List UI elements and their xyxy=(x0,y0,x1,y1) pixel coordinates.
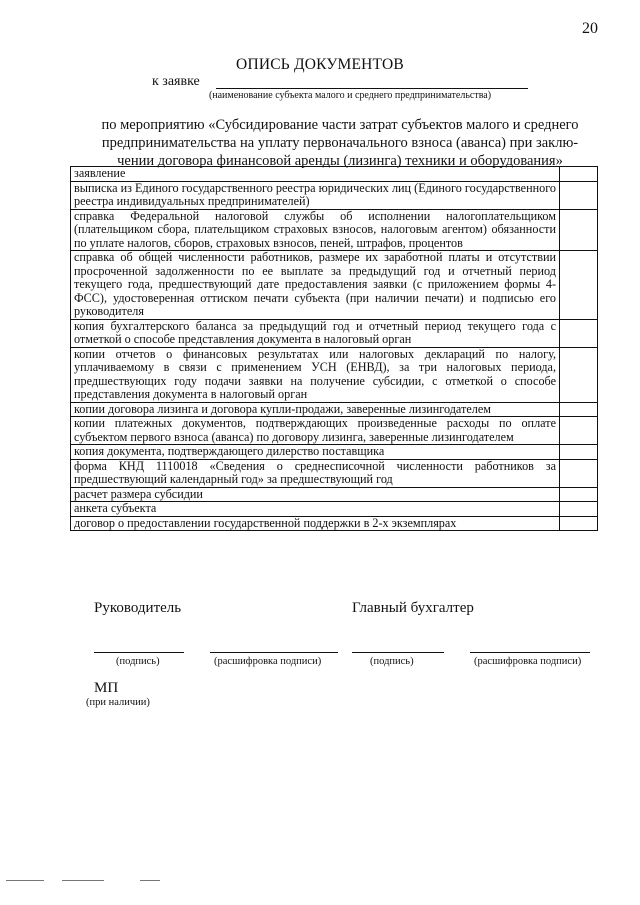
document-mark-cell xyxy=(560,445,598,460)
document-description: копии платежных документов, подтверждающих произведенные расходы по оплате субъектом первого взноса (аванса) по договору лизинга, заверенные лизингодателем xyxy=(71,417,560,445)
table-row xyxy=(71,459,598,487)
document-mark-cell xyxy=(560,347,598,402)
document-description: форма КНД 1110018 «Сведения о среднесписочной численности работников за предшествующий календарный год» за предшествующий год xyxy=(71,459,560,487)
page-number: 20 xyxy=(582,20,598,37)
document-description: копии договора лизинга и договора купли-продажи, заверенные лизингодателем xyxy=(71,402,560,417)
document-description: копия бухгалтерского баланса за предыдущий год и отчетный период текущего года с отметкой о способе представления документа в налоговый орган xyxy=(71,319,560,347)
table-row xyxy=(71,167,598,182)
document-mark-cell xyxy=(560,167,598,182)
stamp-caption: (при наличии) xyxy=(86,697,150,708)
document-mark-cell xyxy=(560,417,598,445)
document-mark-cell xyxy=(560,459,598,487)
document-mark-cell xyxy=(560,209,598,251)
document-description: выписка из Единого государственного реестра юридических лиц (Единого государственного реестра индивидуальных предпринимателей) xyxy=(71,181,560,209)
accountant-signature-line xyxy=(352,652,444,653)
table-row xyxy=(71,347,598,402)
documents-table xyxy=(70,166,598,531)
table-row xyxy=(71,417,598,445)
table-row xyxy=(71,487,598,502)
accountant-decoding-caption: (расшифровка подписи) xyxy=(474,656,582,667)
program-line: чении договора финансовой аренды (лизинга) техники и оборудования» xyxy=(117,153,563,169)
document-description: расчет размера субсидии xyxy=(71,487,560,502)
program-description xyxy=(84,116,596,170)
document-description: справка Федеральной налоговой службы об исполнении налогоплательщиком (плательщиком сбора, плательщиком страховых взносов, налоговым агентом) обязанности по уплате налогов, сборов, страховых взносов, пеней, штрафов, процентов xyxy=(71,209,560,251)
document-title: ОПИСЬ ДОКУМЕНТОВ xyxy=(236,56,404,73)
application-caption: (наименование субъекта малого и среднего предпринимательства) xyxy=(208,90,492,101)
document-mark-cell xyxy=(560,516,598,531)
application-name-field xyxy=(216,88,528,89)
document-description: копия документа, подтверждающего дилерство поставщика xyxy=(71,445,560,460)
table-row xyxy=(71,209,598,251)
application-label: к заявке xyxy=(152,74,200,89)
table-row xyxy=(71,181,598,209)
document-description: справка об общей численности работников, размере их заработной платы и отсутствии просроченной задолженности по ее выплате за предыдущий год и отчетный период текущего года, предшествующий дате предоставления заявки (с приложением формы 4-ФСС), удостоверенная оттиском печати субъекта (при наличии печати) и подписью его руководителя xyxy=(71,251,560,320)
document-description: анкета субъекта xyxy=(71,502,560,517)
program-line: по мероприятию «Субсидирование части затрат субъектов малого и среднего xyxy=(101,117,579,133)
head-decoding-caption: (расшифровка подписи) xyxy=(214,656,322,667)
table-row xyxy=(71,516,598,531)
document-mark-cell xyxy=(560,502,598,517)
document-mark-cell xyxy=(560,402,598,417)
accountant-decoding-line xyxy=(470,652,590,653)
document-mark-cell xyxy=(560,487,598,502)
document-description: договор о предоставлении государственной поддержки в 2-х экземплярах xyxy=(71,516,560,531)
head-signature-caption: (подпись) xyxy=(116,656,160,667)
table-row xyxy=(71,502,598,517)
accountant-signature-caption: (подпись) xyxy=(370,656,414,667)
table-row xyxy=(71,319,598,347)
head-label: Руководитель xyxy=(94,600,182,616)
document-description: копии отчетов о финансовых результатах или налоговых деклараций по налогу, уплачиваемому в связи с применением УСН (ЕНВД), за три налоговых периода, предшествующих году подачи заявки на получение субсидии, с отметкой о способе представления документа в налоговый орган xyxy=(71,347,560,402)
document-mark-cell xyxy=(560,319,598,347)
table-row xyxy=(71,445,598,460)
table-row xyxy=(71,251,598,320)
document-description: заявление xyxy=(71,167,560,182)
head-signature-line xyxy=(94,652,184,653)
stamp-label: МП xyxy=(94,680,119,696)
head-decoding-line xyxy=(210,652,338,653)
table-row xyxy=(71,402,598,417)
chief-accountant-label: Главный бухгалтер xyxy=(352,600,474,616)
document-mark-cell xyxy=(560,251,598,320)
document-mark-cell xyxy=(560,181,598,209)
program-line: предпринимательства на уплату первоначального взноса (аванса) при заклю- xyxy=(101,135,579,151)
